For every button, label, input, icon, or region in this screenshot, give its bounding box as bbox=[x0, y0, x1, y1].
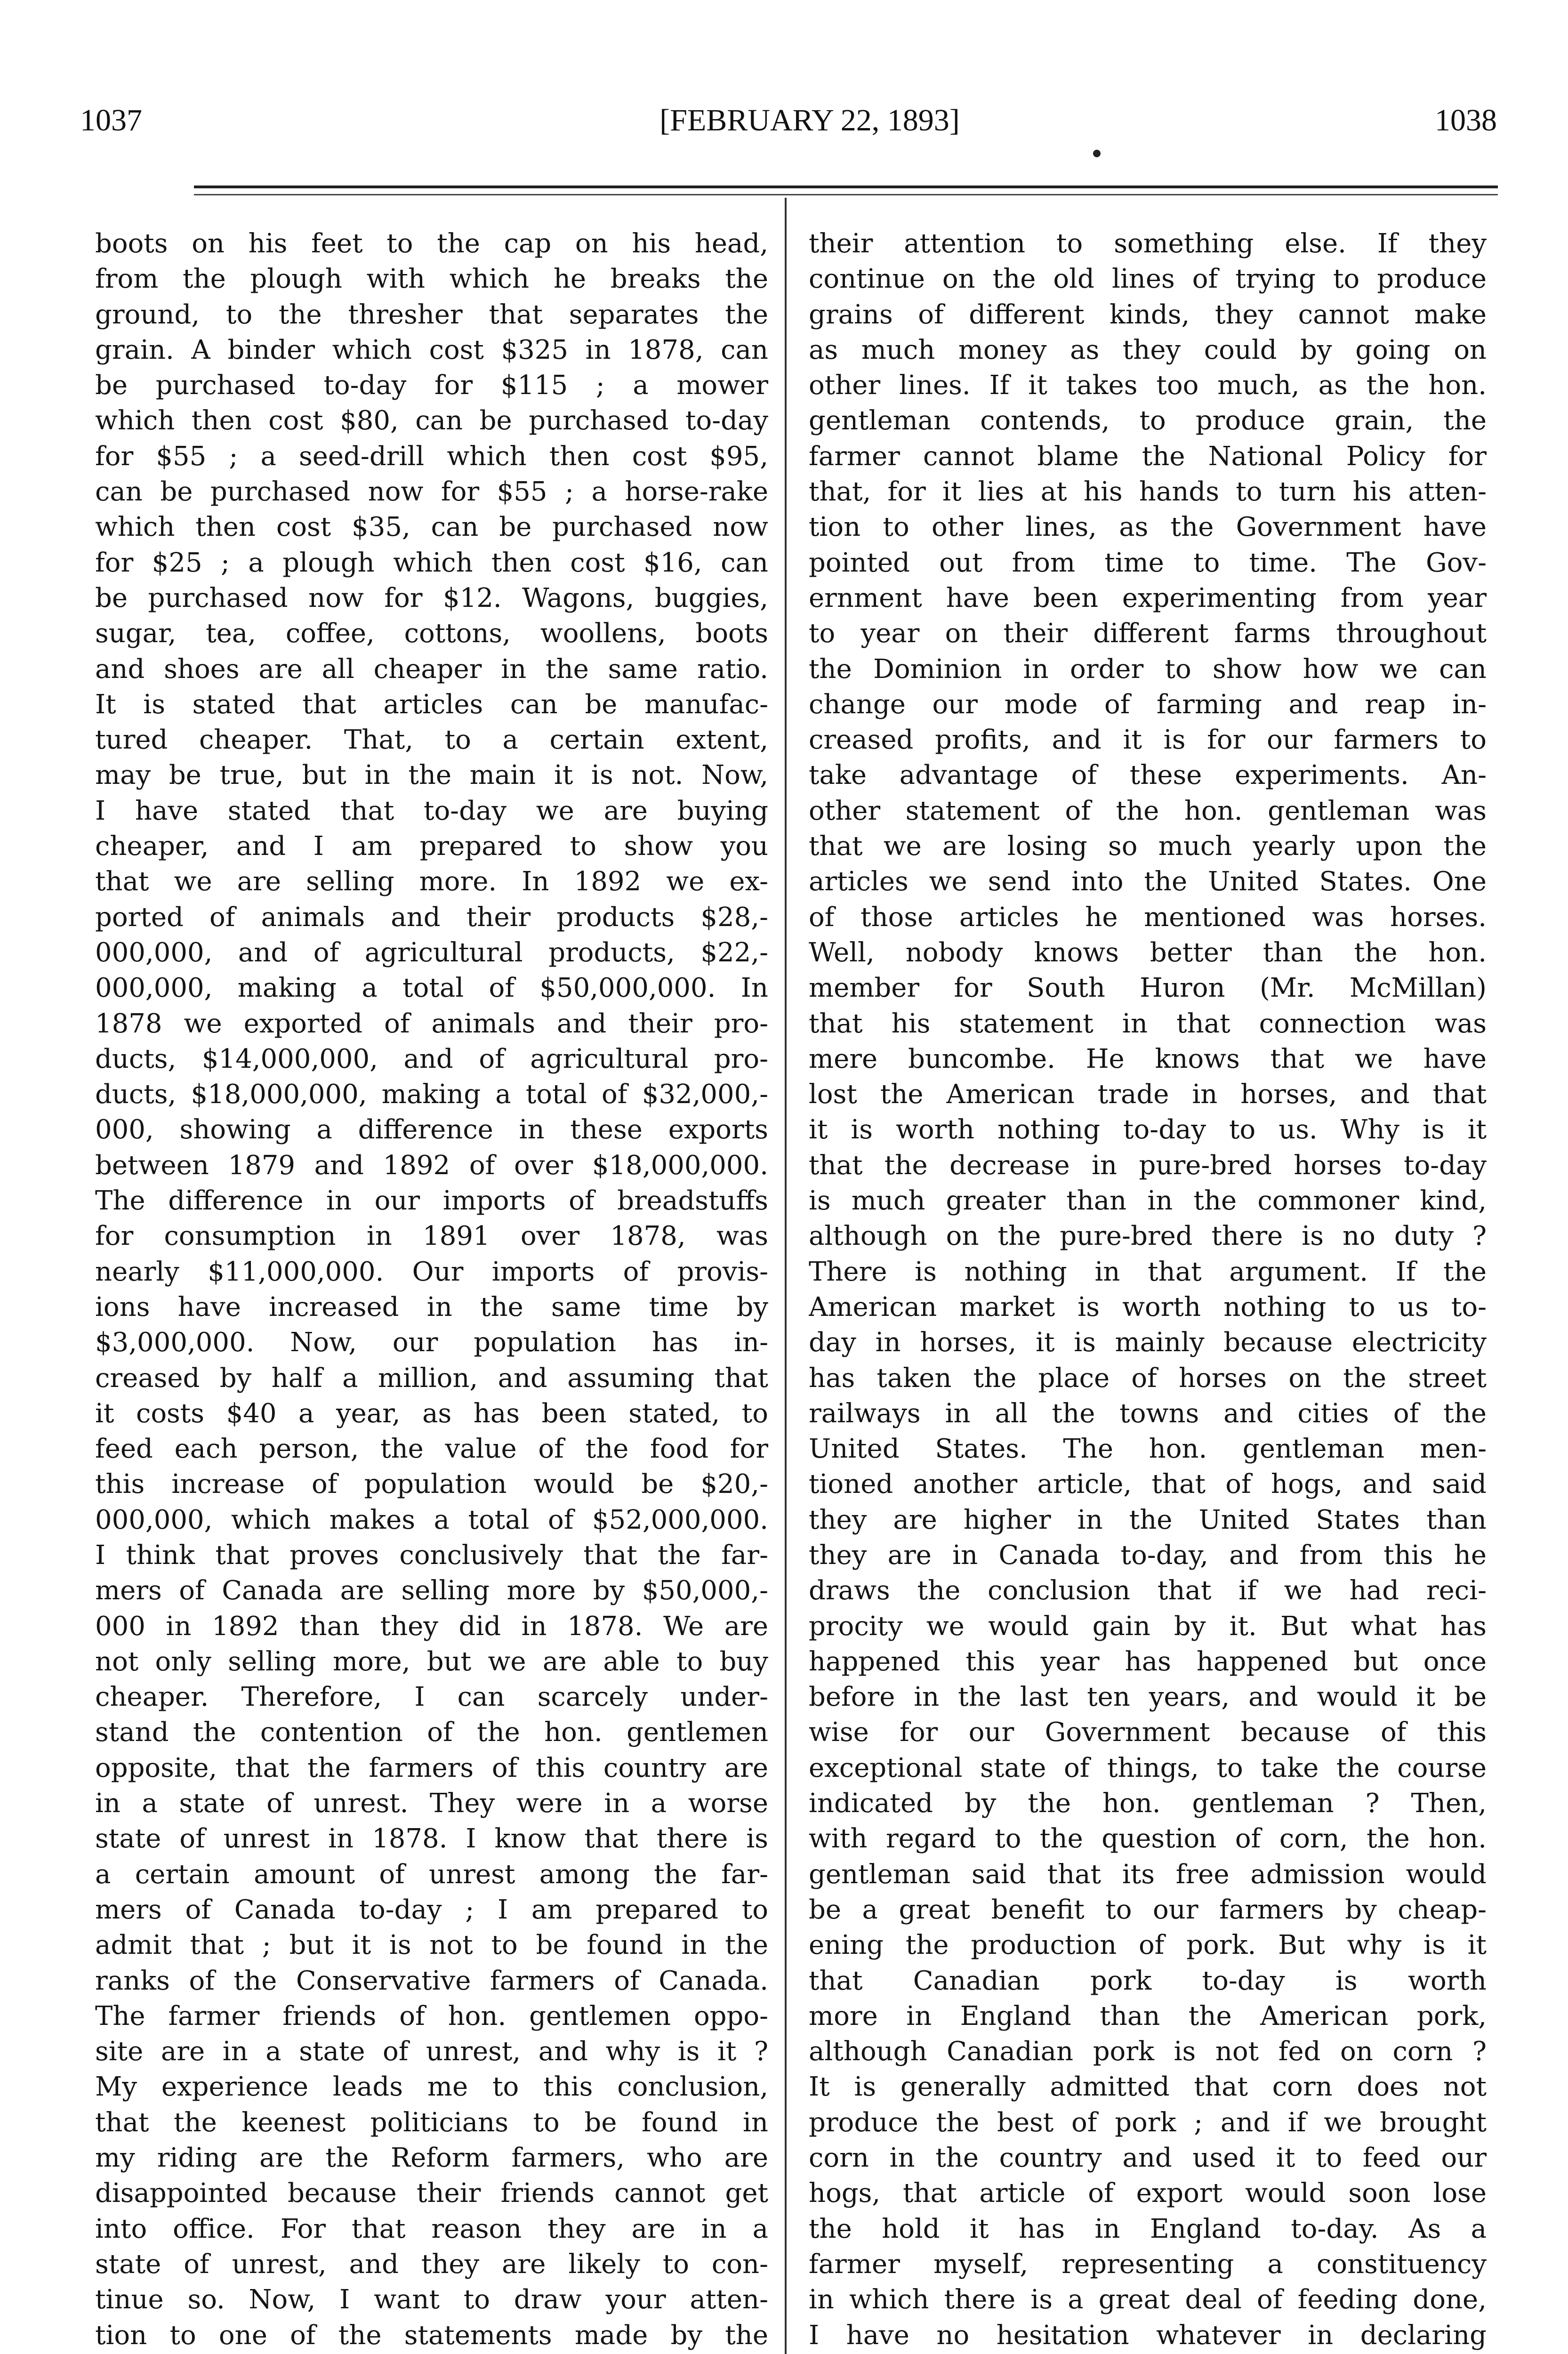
page-number-right: 1038 bbox=[1435, 103, 1497, 137]
text-line: in a state of unrest. They were in a worse bbox=[95, 1788, 768, 1819]
text-line: they are higher in the United States than bbox=[809, 1504, 1487, 1535]
text-line: hogs, that article of export would soon lose bbox=[809, 2178, 1487, 2209]
text-line: tured cheaper. That, to a certain extent, bbox=[95, 725, 768, 756]
page-number-left: 1037 bbox=[80, 103, 142, 137]
text-line: ground, to the thresher that separates the bbox=[95, 299, 768, 330]
text-line: boots on his feet to the cap on his head, bbox=[95, 228, 768, 259]
text-line: ening the production of pork. But why is it bbox=[809, 1930, 1487, 1961]
text-line: American market is worth nothing to us to- bbox=[809, 1291, 1487, 1322]
text-line: has taken the place of horses on the street bbox=[809, 1362, 1487, 1394]
text-line: articles we send into the United States. One bbox=[809, 866, 1487, 897]
text-line: their attention to something else. If they bbox=[809, 228, 1487, 259]
text-line: that the keenest politicians to be found in bbox=[95, 2107, 768, 2138]
text-line: ducts, $18,000,000, making a total of $32,000,- bbox=[95, 1079, 768, 1110]
right-column bbox=[809, 226, 1487, 2354]
text-line: for consumption in 1891 over 1878, was bbox=[95, 1221, 768, 1252]
text-line: a certain amount of unrest among the far- bbox=[95, 1859, 768, 1890]
text-line: Well, nobody knows better than the hon. bbox=[809, 937, 1487, 968]
text-line: mers of Canada to-day ; I am prepared to bbox=[95, 1894, 768, 1925]
text-line: I have stated that to-day we are buying bbox=[95, 795, 768, 826]
text-line: corn in the country and used it to feed our bbox=[809, 2143, 1487, 2174]
text-line: ported of animals and their products $28,- bbox=[95, 902, 768, 933]
header-rule-secondary bbox=[194, 194, 1498, 195]
text-line: although on the pure-bred there is no duty ? bbox=[809, 1221, 1487, 1252]
text-line: There is nothing in that argument. If the bbox=[809, 1256, 1487, 1287]
text-line: I think that proves conclusively that the far- bbox=[95, 1540, 768, 1571]
text-line: state of unrest in 1878. I know that there is bbox=[95, 1823, 768, 1854]
text-line: continue on the old lines of trying to produce bbox=[809, 264, 1487, 295]
text-line: 000, showing a difference in these exports bbox=[95, 1114, 768, 1145]
text-line: for $25 ; a plough which then cost $16, can bbox=[95, 547, 768, 578]
text-line: can be purchased now for $55 ; a horse-rake bbox=[95, 476, 768, 508]
text-line: that we are losing so much yearly upon the bbox=[809, 831, 1487, 862]
text-line: of those articles he mentioned was horses. bbox=[809, 902, 1487, 933]
ink-dot bbox=[1093, 150, 1101, 157]
text-line: more in England than the American pork, bbox=[809, 2000, 1487, 2032]
text-line: with regard to the question of corn, the hon. bbox=[809, 1823, 1487, 1854]
text-line: farmer myself, representing a constituency bbox=[809, 2249, 1487, 2280]
text-line: that, for it lies at his hands to turn his atten- bbox=[809, 476, 1487, 508]
text-line: $3,000,000. Now, our population has in- bbox=[95, 1327, 768, 1358]
page-date: [FEBRUARY 22, 1893] bbox=[659, 103, 960, 137]
text-line: creased profits, and it is for our farmers to bbox=[809, 725, 1487, 756]
text-line: stand the contention of the hon. gentlemen bbox=[95, 1717, 768, 1748]
text-line: be purchased now for $12. Wagons, buggies, bbox=[95, 582, 768, 613]
text-line: nearly $11,000,000. Our imports of provis- bbox=[95, 1256, 768, 1287]
text-line: draws the conclusion that if we had reci- bbox=[809, 1575, 1487, 1606]
text-line: the hold it has in England to-day. As a bbox=[809, 2213, 1487, 2244]
text-line: into office. For that reason they are in a bbox=[95, 2213, 768, 2244]
text-line: The farmer friends of hon. gentlemen oppo- bbox=[95, 2000, 768, 2032]
text-line: 000,000, making a total of $50,000,000. In bbox=[95, 973, 768, 1004]
text-line: they are in Canada to-day, and from this he bbox=[809, 1540, 1487, 1571]
text-line: pointed out from time to time. The Gov- bbox=[809, 547, 1487, 578]
text-line: mers of Canada are selling more by $50,000,- bbox=[95, 1575, 768, 1606]
text-line: in which there is a great deal of feeding done, bbox=[809, 2284, 1487, 2315]
text-line: that the decrease in pure-bred horses to-day bbox=[809, 1150, 1487, 1181]
text-line: tion to one of the statements made by the bbox=[95, 2320, 768, 2351]
text-line: which then cost $80, can be purchased to-day bbox=[95, 405, 768, 436]
text-line: be a great benefit to our farmers by cheap- bbox=[809, 1894, 1487, 1925]
text-line: other lines. If it takes too much, as the hon. bbox=[809, 370, 1487, 401]
text-line: the Dominion in order to show how we can bbox=[809, 653, 1487, 685]
text-line: from the plough with which he breaks the bbox=[95, 264, 768, 295]
text-line: It is stated that articles can be manufac- bbox=[95, 689, 768, 720]
text-line: to year on their different farms throughout bbox=[809, 618, 1487, 649]
text-line: wise for our Government because of this bbox=[809, 1717, 1487, 1748]
text-line: ducts, $14,000,000, and of agricultural pro- bbox=[95, 1043, 768, 1074]
text-line: gentleman contends, to produce grain, the bbox=[809, 405, 1487, 436]
text-line: ernment have been experimenting from year bbox=[809, 582, 1487, 613]
text-line: grains of different kinds, they cannot make bbox=[809, 299, 1487, 330]
text-line: The difference in our imports of breadstuffs bbox=[95, 1185, 768, 1217]
text-line: happened this year has happened but once bbox=[809, 1646, 1487, 1677]
text-line: 000 in 1892 than they did in 1878. We are bbox=[95, 1611, 768, 1642]
text-line: indicated by the hon. gentleman ? Then, bbox=[809, 1788, 1487, 1819]
text-line: as much money as they could by going on bbox=[809, 334, 1487, 365]
text-line: feed each person, the value of the food for bbox=[95, 1434, 768, 1465]
text-line: grain. A binder which cost $325 in 1878, can bbox=[95, 334, 768, 365]
text-line: tion to other lines, as the Government have bbox=[809, 512, 1487, 543]
text-line: my riding are the Reform farmers, who are bbox=[95, 2143, 768, 2174]
text-line: not only selling more, but we are able to buy bbox=[95, 1646, 768, 1677]
text-line: farmer cannot blame the National Policy for bbox=[809, 441, 1487, 472]
text-line: 000,000, and of agricultural products, $22,- bbox=[95, 937, 768, 968]
text-line: this increase of population would be $20,- bbox=[95, 1469, 768, 1500]
text-line: and shoes are all cheaper in the same ratio. bbox=[95, 653, 768, 685]
header-rule bbox=[194, 185, 1498, 188]
text-line: is much greater than in the commoner kind, bbox=[809, 1185, 1487, 1217]
text-line: admit that ; but it is not to be found in the bbox=[95, 1930, 768, 1961]
text-line: other statement of the hon. gentleman was bbox=[809, 795, 1487, 826]
text-line: creased by half a million, and assuming that bbox=[95, 1362, 768, 1394]
text-line: site are in a state of unrest, and why is it ? bbox=[95, 2036, 768, 2067]
text-line: tinue so. Now, I want to draw your atten- bbox=[95, 2284, 768, 2315]
text-line: between 1879 and 1892 of over $18,000,000. bbox=[95, 1150, 768, 1181]
text-line: cheaper. Therefore, I can scarcely under- bbox=[95, 1682, 768, 1713]
text-line: cheaper, and I am prepared to show you bbox=[95, 831, 768, 862]
text-line: sugar, tea, coffee, cottons, woollens, boots bbox=[95, 618, 768, 649]
text-line: member for South Huron (Mr. McMillan) bbox=[809, 973, 1487, 1004]
text-line: produce the best of pork ; and if we brought bbox=[809, 2107, 1487, 2138]
text-line: My experience leads me to this conclusion, bbox=[95, 2072, 768, 2103]
text-line: for $55 ; a seed-drill which then cost $95, bbox=[95, 441, 768, 472]
text-line: that we are selling more. In 1892 we ex- bbox=[95, 866, 768, 897]
text-line: lost the American trade in horses, and that bbox=[809, 1079, 1487, 1110]
text-line: United States. The hon. gentleman men- bbox=[809, 1434, 1487, 1465]
text-line: tioned another article, that of hogs, and said bbox=[809, 1469, 1487, 1500]
text-line: ranks of the Conservative farmers of Canada. bbox=[95, 1965, 768, 1996]
text-line: I have no hesitation whatever in declaring bbox=[809, 2320, 1487, 2351]
text-line: it costs $40 a year, as has been stated, to bbox=[95, 1398, 768, 1429]
text-line: it is worth nothing to-day to us. Why is it bbox=[809, 1114, 1487, 1145]
text-line: It is generally admitted that corn does not bbox=[809, 2072, 1487, 2103]
text-line: that his statement in that connection was bbox=[809, 1008, 1487, 1039]
text-line: procity we would gain by it. But what has bbox=[809, 1611, 1487, 1642]
text-line: 1878 we exported of animals and their pro- bbox=[95, 1008, 768, 1039]
text-line: exceptional state of things, to take the course bbox=[809, 1752, 1487, 1783]
text-line: take advantage of these experiments. An- bbox=[809, 760, 1487, 791]
text-line: which then cost $35, can be purchased now bbox=[95, 512, 768, 543]
text-line: before in the last ten years, and would it be bbox=[809, 1682, 1487, 1713]
text-line: may be true, but in the main it is not. Now, bbox=[95, 760, 768, 791]
text-line: be purchased to-day for $115 ; a mower bbox=[95, 370, 768, 401]
text-line: 000,000, which makes a total of $52,000,000. bbox=[95, 1504, 768, 1535]
text-line: change our mode of farming and reap in- bbox=[809, 689, 1487, 720]
text-line: ions have increased in the same time by bbox=[95, 1291, 768, 1322]
text-line: opposite, that the farmers of this country are bbox=[95, 1752, 768, 1783]
text-line: gentleman said that its free admission would bbox=[809, 1859, 1487, 1890]
column-divider bbox=[785, 198, 787, 2354]
page-header bbox=[80, 103, 1497, 145]
text-line: disappointed because their friends cannot get bbox=[95, 2178, 768, 2209]
text-line: although Canadian pork is not fed on corn ? bbox=[809, 2036, 1487, 2067]
text-line: mere buncombe. He knows that we have bbox=[809, 1043, 1487, 1074]
left-column bbox=[95, 226, 768, 2354]
text-line: state of unrest, and they are likely to con- bbox=[95, 2249, 768, 2280]
text-line: railways in all the towns and cities of the bbox=[809, 1398, 1487, 1429]
text-line: that Canadian pork to-day is worth bbox=[809, 1965, 1487, 1996]
text-line: day in horses, it is mainly because electricity bbox=[809, 1327, 1487, 1358]
